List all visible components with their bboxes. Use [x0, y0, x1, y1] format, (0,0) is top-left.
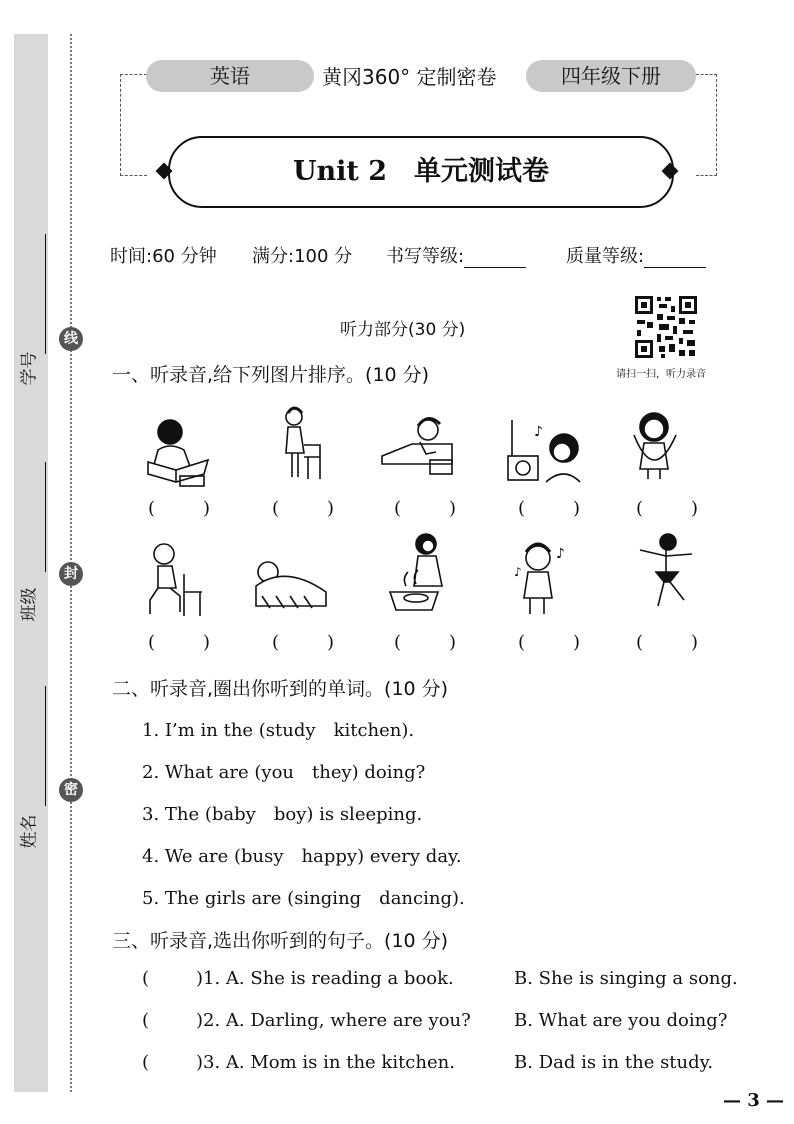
section3-item-2-a[interactable]: )2. A. Darling, where are you? [196, 1010, 471, 1031]
name-line [45, 686, 46, 806]
section1-heading: 一、听录音,给下列图片排序。(10 分) [112, 364, 430, 386]
answer-slot-1-2[interactable]: ( ) [272, 498, 334, 519]
seal-feng: 封 [59, 562, 83, 586]
header-bracket-right [696, 74, 717, 176]
answer-slot-1-4[interactable]: ( ) [518, 498, 580, 519]
seal-mi: 密 [59, 778, 83, 802]
answer-slot-2-1[interactable]: ( ) [148, 632, 210, 653]
title-frame [168, 136, 674, 208]
answer-slot-2-3[interactable]: ( ) [394, 632, 456, 653]
qr-code-icon[interactable] [633, 294, 699, 360]
boy-sitting-icon [140, 540, 218, 622]
subject-pill: 英语 [146, 60, 314, 92]
answer-slot-2-5[interactable]: ( ) [636, 632, 698, 653]
section2-item-5[interactable]: 5. The girls are (singing dancing). [142, 888, 465, 909]
svg-text:♪: ♪ [514, 565, 522, 579]
section3-heading: 三、听录音,选出你听到的句子。(10 分) [112, 930, 449, 952]
section3-paren-3[interactable]: ( [142, 1052, 150, 1073]
section2-item-1[interactable]: 1. I’m in the (study kitchen). [142, 720, 415, 741]
section3-item-2-b[interactable]: B. What are you doing? [514, 1010, 728, 1031]
section3-item-1-a[interactable]: )1. A. She is reading a book. [196, 968, 454, 989]
girl-radio-music-icon [506, 410, 584, 492]
girl-drawing-icon [378, 408, 456, 490]
seal-xian: 线 [59, 327, 83, 351]
girl-chair-icon [268, 405, 346, 487]
time-info: 时间:60 分钟 [110, 246, 217, 267]
brand-text: 黄冈360° 定制密卷 [322, 65, 497, 89]
name-label: 姓名 [19, 814, 40, 849]
section2-item-3[interactable]: 3. The (baby boy) is sleeping. [142, 804, 423, 825]
student-id-line [45, 234, 46, 354]
answer-slot-1-3[interactable]: ( ) [394, 498, 456, 519]
grandma-singing-icon [508, 540, 586, 622]
quality-grade-label: 质量等级: [566, 246, 645, 267]
svg-text:♪: ♪ [534, 424, 543, 440]
score-info: 满分:100 分 [252, 246, 353, 267]
quality-grade-blank[interactable] [644, 249, 706, 268]
class-line [45, 462, 46, 572]
woman-cooking-icon [386, 530, 464, 612]
writing-grade [386, 242, 526, 268]
class-label: 班级 [19, 587, 40, 622]
header-bracket-left [120, 74, 147, 176]
section3-paren-2[interactable]: ( [142, 1010, 150, 1031]
boy-reading-icon [140, 410, 218, 492]
section3-item-1-b[interactable]: B. She is singing a song. [514, 968, 738, 989]
student-id-label: 学号 [19, 351, 40, 386]
grade-pill: 四年级下册 [526, 60, 696, 92]
page-title: Unit 2 单元测试卷 [292, 156, 550, 187]
girl-skipping-rope-icon [628, 405, 706, 487]
section3-item-3-b[interactable]: B. Dad is in the study. [514, 1052, 714, 1073]
baby-sleeping-icon [252, 546, 330, 628]
answer-slot-1-5[interactable]: ( ) [636, 498, 698, 519]
qr-caption: 请扫一扫，听力录音 [616, 369, 706, 380]
section3-item-3-a[interactable]: )3. A. Mom is in the kitchen. [196, 1052, 455, 1073]
answer-slot-1-1[interactable]: ( ) [148, 498, 210, 519]
section2-item-4[interactable]: 4. We are (busy happy) every day. [142, 846, 462, 867]
svg-text:♪: ♪ [556, 546, 565, 562]
binding-strip [14, 34, 48, 1092]
answer-slot-2-4[interactable]: ( ) [518, 632, 580, 653]
girl-dancing-icon [628, 530, 706, 612]
section2-heading: 二、听录音,圈出你听到的单词。(10 分) [112, 678, 449, 700]
writing-grade-label: 书写等级: [386, 246, 465, 267]
quality-grade [566, 242, 706, 268]
page-number: — 3 — [722, 1090, 784, 1111]
section3-paren-1[interactable]: ( [142, 968, 150, 989]
answer-slot-2-2[interactable]: ( ) [272, 632, 334, 653]
listening-title: 听力部分(30 分) [340, 320, 466, 340]
section2-item-2[interactable]: 2. What are (you they) doing? [142, 762, 426, 783]
writing-grade-blank[interactable] [464, 249, 526, 268]
